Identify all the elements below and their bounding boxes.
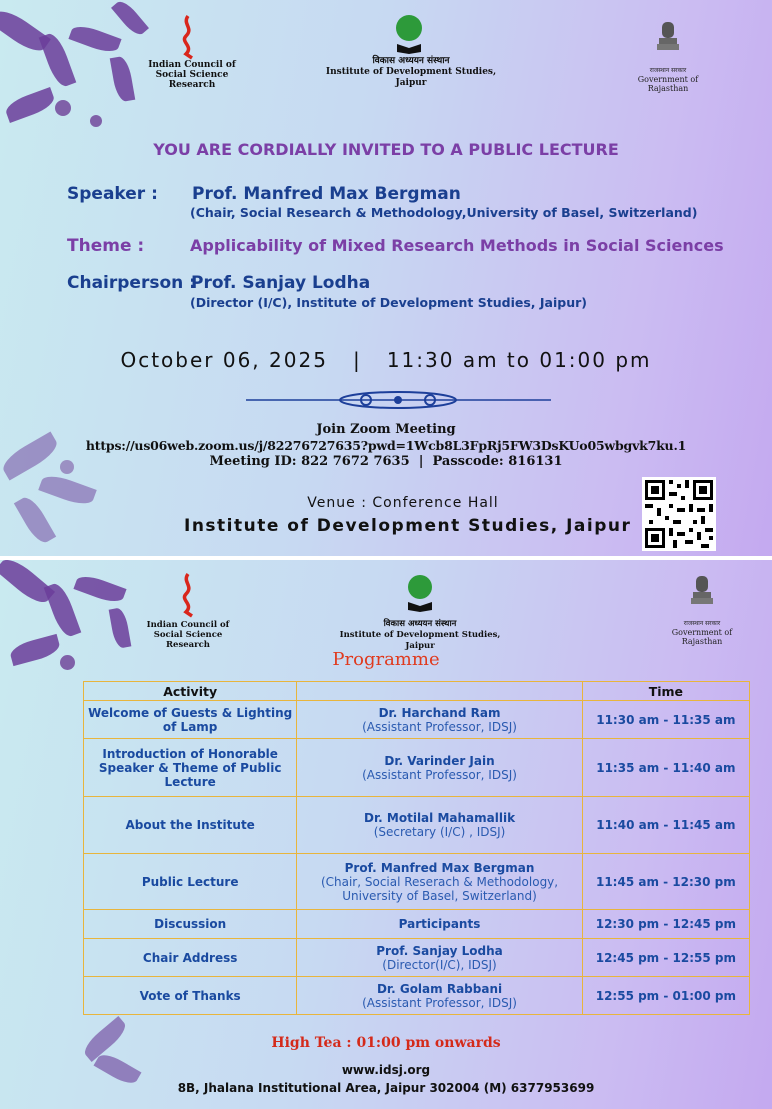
person-role: (Assistant Professor, IDSJ) bbox=[362, 995, 517, 1010]
chairperson-label: Chairperson : bbox=[67, 273, 196, 293]
date-time-row bbox=[0, 348, 772, 372]
ashoka-emblem-icon bbox=[654, 20, 682, 62]
col-person-header bbox=[297, 682, 582, 701]
gov-english-name: Government of Rajasthan bbox=[671, 628, 733, 646]
time-cell: 11:30 am - 11:35 am bbox=[582, 701, 749, 739]
time-cell: 12:30 pm - 12:45 pm bbox=[582, 910, 749, 939]
table-row bbox=[84, 910, 750, 939]
person-role: (Chair, Social Reserach & Methodology, University of Basel, Switzerland) bbox=[320, 874, 559, 903]
time-cell: 11:35 am - 11:40 am bbox=[582, 739, 749, 797]
icssr-name-line1: Indian Council of bbox=[148, 60, 236, 70]
col-activity-header: Activity bbox=[84, 682, 297, 701]
icssr-name-line2: Social Science Research bbox=[155, 70, 229, 90]
ids-hindi-name: विकास अध्ययन संस्थान bbox=[383, 619, 457, 629]
time-cell: 11:40 am - 11:45 am bbox=[582, 797, 749, 854]
event-time: 11:30 am to 01:00 pm bbox=[386, 348, 652, 372]
table-row bbox=[84, 739, 750, 797]
chairperson-affiliation: (Director (I/C), Institute of Development Studies, Jaipur) bbox=[190, 295, 587, 310]
speaker-affiliation: (Chair, Social Research & Methodology,University of Basel, Switzerland) bbox=[190, 205, 698, 220]
person-role: (Director(I/C), IDSJ) bbox=[382, 957, 497, 972]
theme-label: Theme : bbox=[67, 236, 145, 256]
zoom-meeting-ids: Meeting ID: 822 7672 7635 | Passcode: 816131 bbox=[209, 454, 563, 469]
programme-title: Programme bbox=[332, 649, 440, 670]
icssr-name-line1: Indian Council of bbox=[146, 620, 230, 630]
table-row bbox=[84, 701, 750, 739]
ornamental-divider bbox=[246, 388, 551, 412]
person-name: Dr. Varinder Jain bbox=[384, 753, 495, 768]
person-name: Prof. Manfred Max Bergman bbox=[344, 860, 535, 875]
person-name: Dr. Harchand Ram bbox=[378, 705, 501, 720]
ids-tree-book-icon bbox=[393, 14, 425, 54]
ids-hindi-name: विकास अध्ययन संस्थान bbox=[372, 56, 450, 66]
venue-name: Institute of Development Studies, Jaipur bbox=[184, 516, 632, 536]
person-cell bbox=[297, 910, 582, 939]
ids-english-name: Institute of Development Studies, Jaipur bbox=[339, 630, 501, 651]
time-cell: 12:55 pm - 01:00 pm bbox=[582, 977, 749, 1015]
time-cell: 11:45 am - 12:30 pm bbox=[582, 854, 749, 910]
venue-label: Venue : Conference Hall bbox=[307, 495, 499, 511]
activity-cell: Discussion bbox=[84, 910, 297, 939]
gov-hindi-name: राजस्थान सरकार bbox=[683, 620, 721, 627]
gov-hindi-name: राजस्थान सरकार bbox=[649, 67, 687, 74]
person-cell bbox=[297, 701, 582, 739]
ids-english-name: Institute of Development Studies, Jaipur bbox=[325, 67, 497, 88]
person-name: Dr. Motilal Mahamallik bbox=[364, 811, 516, 825]
activity-cell: Introduction of Honorable Speaker & Theme of Public Lecture bbox=[84, 739, 297, 797]
ashoka-emblem-icon bbox=[688, 574, 716, 616]
time-cell: 12:45 pm - 12:55 pm bbox=[582, 939, 749, 977]
activity-cell: Vote of Thanks bbox=[84, 977, 297, 1015]
invitation-heading: YOU ARE CORDIALLY INVITED TO A PUBLIC LECTURE bbox=[153, 140, 619, 159]
address-line: 8B, Jhalana Institutional Area, Jaipur 302004 (M) 6377953699 bbox=[177, 1081, 595, 1095]
speaker-name: Prof. Manfred Max Bergman bbox=[192, 184, 461, 204]
speaker-label: Speaker : bbox=[67, 184, 158, 204]
activity-cell: Chair Address bbox=[84, 939, 297, 977]
chairperson-name: Prof. Sanjay Lodha bbox=[191, 273, 371, 293]
person-cell bbox=[297, 939, 582, 977]
website-link[interactable]: www.idsj.org bbox=[341, 1063, 431, 1077]
person-role: (Assistant Professor, IDSJ) bbox=[362, 767, 517, 782]
ids-tree-book-icon bbox=[405, 574, 435, 612]
qr-code[interactable] bbox=[642, 477, 716, 551]
table-row bbox=[84, 854, 750, 910]
activity-cell: Public Lecture bbox=[84, 854, 297, 910]
person-name: Dr. Golam Rabbani bbox=[376, 981, 503, 996]
col-time-header: Time bbox=[582, 682, 749, 701]
high-tea-note: High Tea : 01:00 pm onwards bbox=[271, 1035, 501, 1051]
person-name: Prof. Sanjay Lodha bbox=[376, 943, 503, 958]
person-cell bbox=[297, 739, 582, 797]
table-row bbox=[84, 977, 750, 1015]
activity-cell: Welcome of Guests & Lighting of Lamp bbox=[84, 701, 297, 739]
programme-table bbox=[83, 681, 750, 1015]
zoom-link[interactable]: https://us06web.zoom.us/j/82276727635?pwd=1Wcb8L3FpRj5FW3DsKUo05wbgvk7ku.1 bbox=[85, 438, 687, 453]
table-row bbox=[84, 939, 750, 977]
person-cell bbox=[297, 797, 582, 854]
event-date: October 06, 2025 bbox=[120, 348, 328, 372]
activity-cell: About the Institute bbox=[84, 797, 297, 854]
person-role: (Secretary (I/C) , IDSJ) bbox=[373, 825, 506, 839]
person-role: (Assistant Professor, IDSJ) bbox=[362, 719, 517, 734]
gov-english-name: Government of Rajasthan bbox=[637, 75, 699, 93]
icssr-emblem-icon bbox=[178, 14, 198, 60]
table-header-row bbox=[84, 682, 750, 701]
date-time-separator: | bbox=[353, 348, 362, 372]
icssr-emblem-icon bbox=[179, 572, 197, 618]
person-name: Participants bbox=[398, 917, 481, 931]
person-cell bbox=[297, 977, 582, 1015]
table-row bbox=[84, 797, 750, 854]
person-cell bbox=[297, 854, 582, 910]
icssr-name-line2: Social Science Research bbox=[153, 630, 223, 650]
zoom-title: Join Zoom Meeting bbox=[316, 422, 456, 437]
theme-text: Applicability of Mixed Research Methods in Social Sciences bbox=[190, 236, 724, 255]
